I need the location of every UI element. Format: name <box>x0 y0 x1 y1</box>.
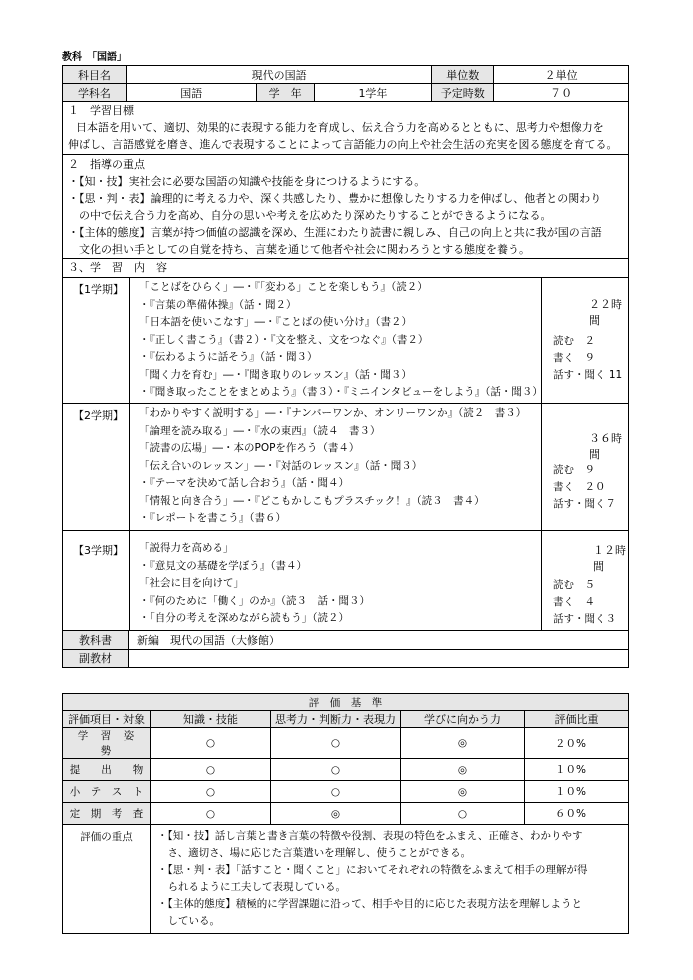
subbook-label: 副教材 <box>63 649 129 667</box>
goals-section <box>62 101 629 155</box>
breakdown-read: 読む ５ <box>553 579 595 591</box>
hours-label: 予定時数 <box>432 84 494 102</box>
eval-mark: ○ <box>401 803 525 825</box>
eval-focus-line: ・【知・技】話し言葉と書き言葉の特徴や役割、表現の特色をふまえ、正確さ、わかりやす <box>157 830 583 842</box>
term-line: 「読書の広場」―・本のPOPを作ろう（書４） <box>139 442 360 454</box>
eval-weight: １０% <box>525 781 629 803</box>
eval-focus-label: 評価の重点 <box>63 825 151 934</box>
term-line: ・「自分の考えを深めながら読もう」（読２） <box>139 612 349 624</box>
term-content <box>139 279 543 402</box>
points-line: の中で伝え合う力を高め、自分の思いや考えを広めたり深めたりすることができるようになる。 <box>68 209 552 222</box>
course-info-table <box>62 65 629 102</box>
eval-mark: ○ <box>271 759 401 781</box>
term-1-block <box>62 278 629 404</box>
eval-mark: ◎ <box>401 759 525 781</box>
term-line: 「社会に目を向けて」 <box>139 577 244 589</box>
eval-focus-content <box>151 825 629 934</box>
subject-tag: 教科 「国語」 <box>62 52 127 63</box>
eval-row <box>63 803 629 825</box>
eval-mark: ○ <box>151 803 271 825</box>
term-line: 「伝え合いのレッスン」―・『対話のレッスン』（話・聞３） <box>139 459 423 472</box>
breakdown-speak-listen: 話す・聞く７ <box>553 498 616 510</box>
breakdown-write: 書く ２０ <box>553 481 606 493</box>
term-2-block <box>62 404 629 531</box>
eval-title: 評 価 基 準 <box>63 694 629 711</box>
breakdown-speak-listen: 話す・聞く 11 <box>553 369 623 381</box>
term-line: 「聞く力を育む」―・『聞き取りのレッスン』（話・聞３） <box>139 368 412 381</box>
goals-line: 伸ばし、言語感覚を磨き、進んで表現することによって言語能力の向上や社会生活の充実を図る態度を育てる。 <box>68 138 618 151</box>
eval-header: 評価項目・対象 <box>63 711 151 728</box>
term-line: 「ことばをひらく」―・『「変わる」ことを楽しもう』（読２） <box>139 281 428 293</box>
term-line: ・『言葉の準備体操』（話・聞２） <box>139 298 297 311</box>
subject-value: 現代の国語 <box>126 66 431 84</box>
term-line: 「わかりやすく説明する」―・『ナンバーワンか、オンリーワンか』（読２ 書３） <box>139 407 527 419</box>
eval-mark: ○ <box>271 781 401 803</box>
term-line: 「日本語を使いこなす」―・『ことばの使い分け』（書２） <box>139 316 412 328</box>
subbook-value <box>129 649 629 667</box>
breakdown-read: 読む ９ <box>553 464 595 476</box>
breakdown-speak-listen: 話す・聞く３ <box>553 613 616 625</box>
term-label: 【2学期】 <box>73 409 124 422</box>
term-label: 【3学期】 <box>73 544 124 557</box>
eval-mark: ○ <box>271 728 401 759</box>
textbook-table <box>62 631 629 668</box>
term-3-block <box>62 531 629 631</box>
eval-focus-line: ・【思・判・表】「話すこと・聞くこと」においてそれぞれの特徴をふまえて相手の理解が得 <box>157 864 588 876</box>
term-line: ・『正しく書こう』（書２）・『文を整え、文をつなぐ』（書２） <box>139 333 429 346</box>
hours-value: ７０ <box>494 84 629 102</box>
term-line: ・『何のために「働く」のか』（読３ 話・聞３） <box>139 594 370 607</box>
breakdown-read: 読む ２ <box>553 335 595 347</box>
dept-label: 学科名 <box>63 84 127 102</box>
eval-focus-line: している。 <box>157 915 220 927</box>
eval-focus-line: さ、適切さ、場に応じた言葉遣いを理解し、使うことができる。 <box>157 847 472 859</box>
content-heading: ３、学 習 内 容 <box>62 259 629 278</box>
goals-heading: １ 学習目標 <box>68 104 134 117</box>
eval-focus-line: ・【主体的態度】積極的に学習課題に沿って、相手や目的に応じた表現方法を理解しようと <box>157 898 583 910</box>
term-breakdown <box>553 333 622 384</box>
grade-value: 1学年 <box>314 84 432 102</box>
eval-focus-line: られるように工夫して表現している。 <box>157 881 346 893</box>
eval-row <box>63 728 629 759</box>
textbook-label: 教科書 <box>63 631 129 649</box>
term-hours: ３６時間 <box>589 432 622 461</box>
eval-weight: １０% <box>525 759 629 781</box>
points-heading: ２ 指導の重点 <box>68 158 145 171</box>
subject-label: 科目名 <box>63 66 127 84</box>
term-breakdown <box>553 577 616 628</box>
units-value: ２単位 <box>494 66 629 84</box>
term-breakdown <box>553 462 616 513</box>
term-line: 「情報と向き合う」―・『どこもかしこもプラスチック！』（読３ 書４） <box>139 494 485 507</box>
term-line: 「論理を読み取る」―・『水の東西』（読４ 書３） <box>139 424 381 437</box>
term-line: ・『意見文の基礎を学ぼう』（書４） <box>139 559 307 572</box>
dept-value: 国語 <box>126 84 256 102</box>
eval-header: 学びに向かう力 <box>401 711 525 728</box>
eval-mark: ○ <box>151 781 271 803</box>
term-content <box>139 540 370 628</box>
eval-item: 定 期 考 査 <box>63 803 151 825</box>
eval-mark: ◎ <box>401 728 525 759</box>
eval-item: 小 テ ス ト <box>63 781 151 803</box>
term-hours: １２時間 <box>593 544 626 573</box>
breakdown-write: 書く ９ <box>553 352 595 364</box>
eval-item: 提 出 物 <box>63 759 151 781</box>
term-label: 【1学期】 <box>73 283 124 296</box>
breakdown-write: 書く ４ <box>553 596 595 608</box>
goals-line: 日本語を用いて、適切、効果的に表現する能力を育成し、伝え合う力を高めるとともに、思考力や想像力を <box>76 121 604 134</box>
points-section <box>62 155 629 259</box>
eval-header: 評価比重 <box>525 711 629 728</box>
eval-mark: ◎ <box>401 781 525 803</box>
eval-header: 思考力・判断力・表現力 <box>271 711 401 728</box>
points-line: ・【思・判・表】論理的に考える力や、深く共感したり、豊かに想像したりする力を伸ばし、他者との関わり <box>68 192 602 205</box>
term-line: ・『テーマを決めて話し合おう』（話・聞４） <box>139 477 349 489</box>
eval-mark: ◎ <box>271 803 401 825</box>
units-label: 単位数 <box>432 66 494 84</box>
term-content <box>139 405 526 528</box>
points-line: ・【主体的態度】言葉が持つ価値の認識を深め、生涯にわたり読書に親しみ、自己の向上と共に我が国の言語 <box>68 226 602 239</box>
term-line: ・『聞き取ったことをまとめよう』（書３）・『ミニインタビューをしよう』（話・聞３） <box>139 386 543 398</box>
points-line: 文化の担い手としての自覚を持ち、言葉を通じて他者や社会に関わろうとする態度を養う。 <box>68 243 530 256</box>
term-line: ・『レポートを書こう』（書６） <box>139 512 286 524</box>
eval-weight: ２０% <box>525 728 629 759</box>
eval-weight: ６０% <box>525 803 629 825</box>
eval-mark: ○ <box>151 728 271 759</box>
eval-mark: ○ <box>151 759 271 781</box>
eval-row <box>63 781 629 803</box>
grade-label: 学 年 <box>256 84 314 102</box>
term-line: ・『伝わるように話そう』（話・聞３） <box>139 351 318 363</box>
term-hours: ２２時間 <box>589 298 622 327</box>
textbook-value: 新編 現代の国語（大修館） <box>129 631 629 649</box>
eval-item: 学 習 姿 勢 <box>63 728 151 759</box>
eval-header: 知識・技能 <box>151 711 271 728</box>
points-line: ・【知・技】実社会に必要な国語の知識や技能を身につけるようにする。 <box>68 175 426 188</box>
eval-row <box>63 759 629 781</box>
term-line: 「説得力を高める」 <box>139 542 234 554</box>
eval-table <box>62 693 629 934</box>
